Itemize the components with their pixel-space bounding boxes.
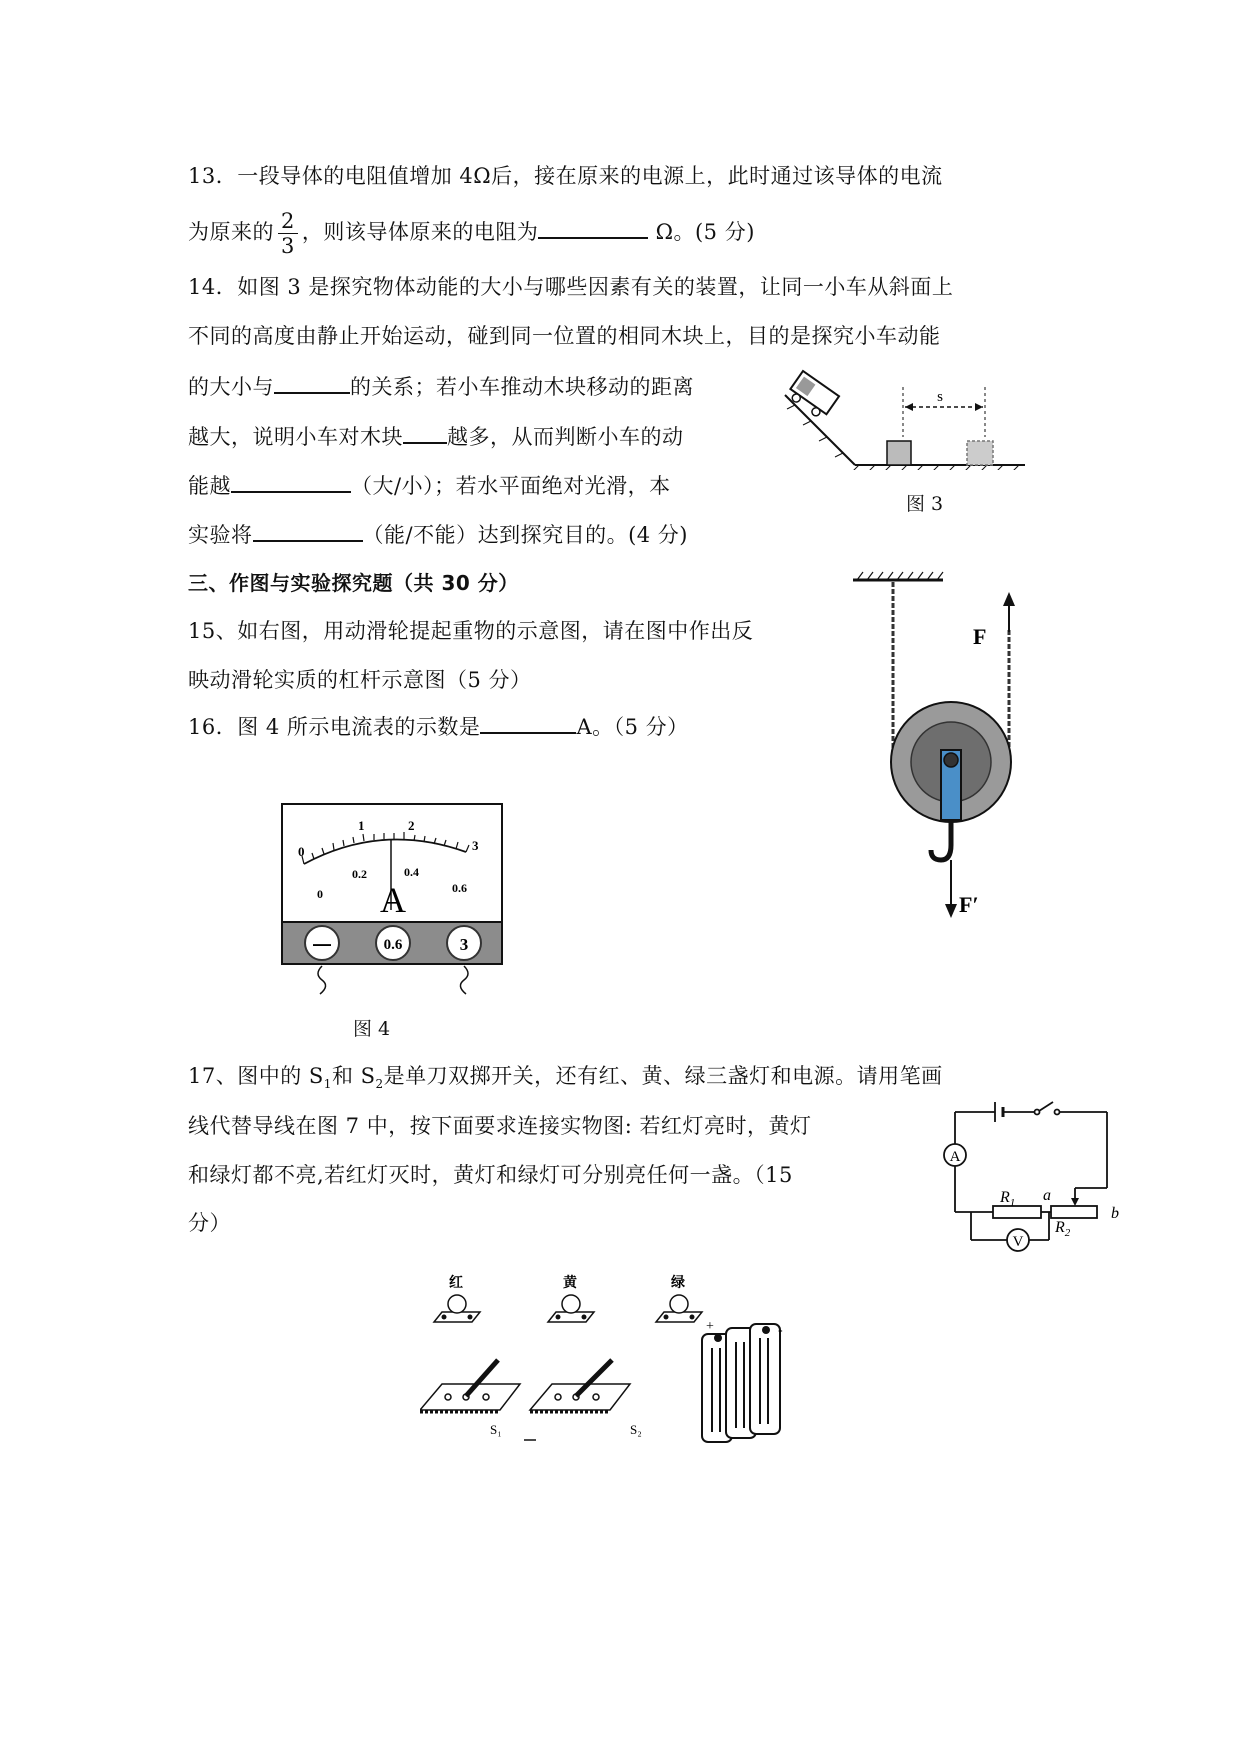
q16-line1-pre: 16．图 4 所示电流表的示数是 bbox=[188, 715, 481, 739]
q13-line2-mid: ，则该导体原来的电阻为 bbox=[301, 220, 539, 244]
fraction bbox=[278, 209, 298, 258]
q15-line1: 15、如右图，用动滑轮提起重物的示意图，请在图中作出反 bbox=[188, 619, 754, 643]
q13-answer-blank[interactable] bbox=[538, 217, 648, 239]
circuit-diagram bbox=[925, 1100, 1125, 1260]
lamp-red[interactable] bbox=[434, 1274, 480, 1322]
battery-pack[interactable] bbox=[702, 1319, 783, 1442]
q14-line6-post: （能/不能）达到探究目的。(4 分) bbox=[362, 523, 688, 547]
switch-S1-label: S₁ bbox=[490, 1422, 502, 1437]
lamp-yellow[interactable] bbox=[548, 1274, 594, 1322]
wood-block-start bbox=[887, 441, 911, 465]
q14-blank-3[interactable] bbox=[231, 471, 351, 493]
cart bbox=[786, 371, 839, 421]
q14-line2: 不同的高度由静止开始运动，碰到同一位置的相同木块上，目的是探究小车动能 bbox=[188, 324, 941, 348]
bulb-icon bbox=[670, 1295, 688, 1313]
q13-line2 bbox=[188, 204, 755, 260]
q14-line4-post: 越多，从而判断小车的动 bbox=[447, 425, 684, 449]
scale-top-0: 0 bbox=[298, 844, 305, 859]
unit-label: A bbox=[380, 880, 406, 920]
q14-line5-post: （大/小）；若水平面绝对光滑，本 bbox=[351, 474, 671, 498]
terminal-label-0.6: 0.6 bbox=[383, 937, 403, 953]
q13-line2-pre: 为原来的 bbox=[188, 220, 274, 244]
switch-S2[interactable] bbox=[530, 1360, 642, 1437]
bulb-icon bbox=[448, 1295, 466, 1313]
switch-S2-label: S₂ bbox=[630, 1422, 642, 1437]
label-R2-sub: 2 bbox=[1064, 1227, 1071, 1239]
q13-line2-post: Ω。(5 分) bbox=[655, 220, 755, 244]
lamp-red-label: 红 bbox=[449, 1275, 463, 1291]
q16-line1 bbox=[188, 712, 689, 741]
q14-line6-pre: 实验将 bbox=[188, 523, 253, 547]
lamp-green-label: 绿 bbox=[671, 1275, 685, 1291]
fraction-numerator: 2 bbox=[278, 209, 298, 234]
q17-line4: 分） bbox=[188, 1211, 231, 1235]
terminal-label-minus: — bbox=[313, 934, 331, 954]
label-F: F bbox=[973, 624, 987, 649]
q14-line3 bbox=[188, 372, 694, 401]
q14-line3-post: 的关系；若小车推动木块移动的距离 bbox=[350, 375, 694, 399]
label-F-prime: F′ bbox=[959, 892, 979, 917]
q16-line1-post: A。（5 分） bbox=[576, 715, 689, 739]
scale-top-3: 3 bbox=[472, 838, 479, 853]
figure-3-caption: 图 3 bbox=[906, 493, 944, 515]
q17-line1-c: 是单刀双掷开关，还有红、黄、绿三盏灯和电源。请用笔画 bbox=[383, 1064, 943, 1088]
hook bbox=[931, 822, 951, 860]
q17-line1-b: 和 S bbox=[331, 1064, 376, 1088]
q17-sub1: 1 bbox=[323, 1077, 332, 1092]
lamp-green[interactable] bbox=[656, 1274, 702, 1322]
label-R2-main: R bbox=[1055, 1219, 1065, 1236]
real-components-drawing bbox=[420, 1272, 810, 1452]
figure-3-incline bbox=[775, 365, 1030, 470]
q17-line3: 和绿灯都不亮,若红灯灭时，黄灯和绿灯可分别亮任何一盏。（15 bbox=[188, 1163, 793, 1187]
figure-4-caption: 图 4 bbox=[353, 1018, 391, 1040]
q13-line1: 13．一段导体的电阻值增加 4Ω后，接在原来的电源上，此时通过该导体的电流 bbox=[188, 164, 943, 188]
scale-top-2: 2 bbox=[408, 818, 415, 833]
switch-S1[interactable] bbox=[420, 1360, 520, 1437]
q14-line4 bbox=[188, 422, 684, 451]
pulley-axle bbox=[944, 753, 958, 767]
q14-blank-4[interactable] bbox=[253, 520, 363, 542]
scale-top-1: 1 bbox=[358, 818, 365, 833]
label-b: b bbox=[1111, 1205, 1119, 1222]
lamp-yellow-label: 黄 bbox=[563, 1275, 577, 1291]
slider-arrow bbox=[1071, 1198, 1079, 1206]
q17-line2: 线代替导线在图 7 中，按下面要求连接实物图: 若红灯亮时，黄灯 bbox=[188, 1114, 812, 1138]
terminal-label-3: 3 bbox=[459, 935, 469, 954]
q14-blank-1[interactable] bbox=[274, 372, 350, 394]
label-R2 bbox=[1054, 1219, 1071, 1239]
battery-minus-label: - bbox=[778, 1323, 783, 1338]
q14-line6 bbox=[188, 520, 688, 549]
q14-line3-pre: 的大小与 bbox=[188, 375, 274, 399]
scale-bottom-2: 0.4 bbox=[404, 865, 419, 879]
label-R1-main: R bbox=[1000, 1189, 1010, 1206]
section3-title: 三、作图与实验探究题（共 30 分） bbox=[188, 571, 519, 595]
q16-answer-blank[interactable] bbox=[480, 712, 576, 734]
voltmeter-symbol-label: V bbox=[1012, 1234, 1024, 1250]
fraction-denominator: 3 bbox=[281, 234, 295, 258]
wire-coil-left bbox=[318, 966, 326, 994]
figure-movable-pulley bbox=[835, 560, 1035, 940]
label-s: s bbox=[937, 389, 943, 405]
resistor-R1 bbox=[993, 1206, 1041, 1218]
q14-line5 bbox=[188, 471, 671, 500]
battery-plus-label: + bbox=[706, 1319, 714, 1334]
scale-bottom-0: 0 bbox=[317, 887, 323, 901]
q14-line1: 14．如图 3 是探究物体动能的大小与哪些因素有关的装置，让同一小车从斜面上 bbox=[188, 275, 954, 299]
q17-sub2: 2 bbox=[375, 1077, 384, 1092]
q15-line2: 映动滑轮实质的杠杆示意图（5 分） bbox=[188, 668, 532, 692]
q14-blank-2[interactable] bbox=[403, 422, 447, 444]
wood-block-end bbox=[967, 441, 993, 465]
switch-blade[interactable] bbox=[1039, 1102, 1053, 1111]
ammeter-symbol-label: A bbox=[949, 1149, 961, 1165]
bulb-icon bbox=[562, 1295, 580, 1313]
resistor-R2 bbox=[1051, 1206, 1097, 1218]
q14-line4-pre: 越大，说明小车对木块 bbox=[188, 425, 403, 449]
q17-line1-a: 17、图中的 S bbox=[188, 1064, 324, 1088]
label-R1-sub: 1 bbox=[1009, 1197, 1016, 1209]
q17-line1 bbox=[188, 1062, 943, 1098]
scale-bottom-3: 0.6 bbox=[452, 881, 467, 895]
q14-line5-pre: 能越 bbox=[188, 474, 231, 498]
wire-coil-right bbox=[460, 966, 468, 994]
figure-4-ammeter bbox=[272, 800, 512, 1005]
label-a: a bbox=[1043, 1187, 1051, 1204]
scale-bottom-1: 0.2 bbox=[352, 867, 367, 881]
